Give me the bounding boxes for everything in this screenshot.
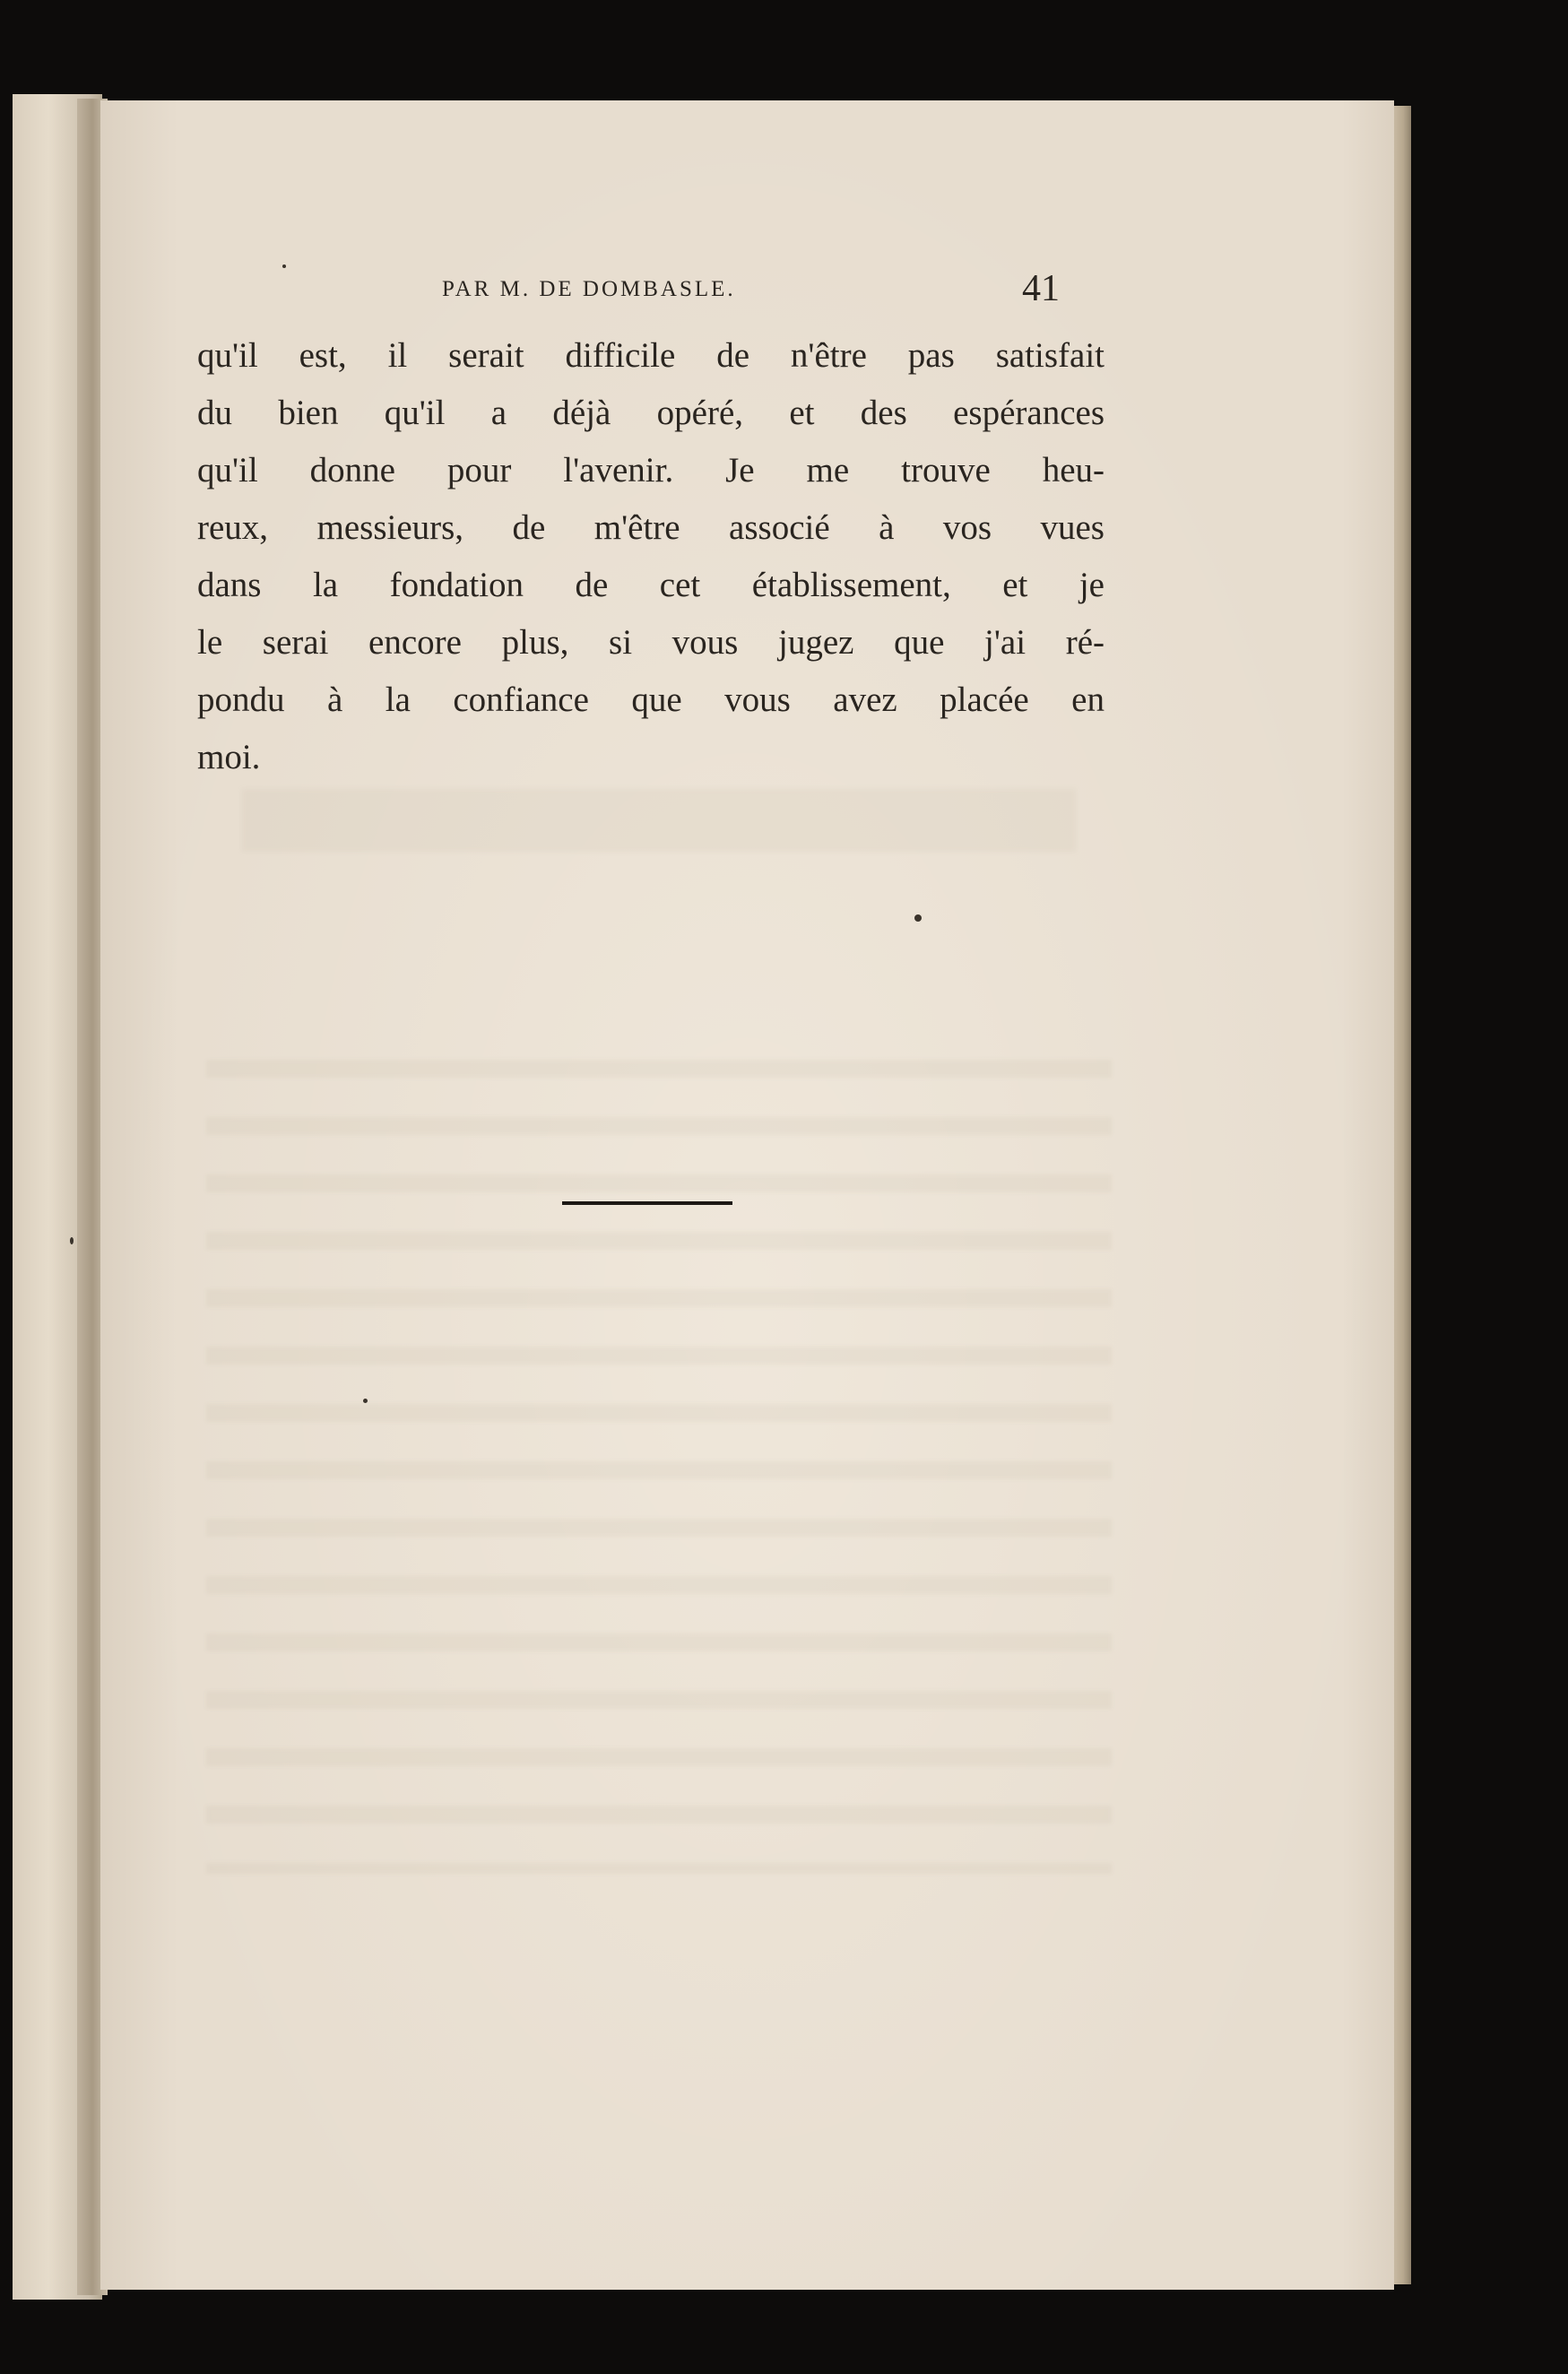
text-line: dans la fondation de cet établissement, et je <box>197 566 1105 604</box>
page-number: 41 <box>1022 268 1060 309</box>
text-line: le serai encore plus, si vous jugez que j'ai ré- <box>197 623 1105 662</box>
text-line: du bien qu'il a déjà opéré, et des espérances <box>197 394 1105 432</box>
text-line: moi. <box>197 738 261 776</box>
paper-speck <box>282 264 286 268</box>
running-head: PAR M. DE DOMBASLE. <box>442 277 736 301</box>
page-fore-edge <box>1391 106 1411 2284</box>
closing-rule <box>562 1201 732 1205</box>
paper-speck <box>70 1237 74 1244</box>
paper-speck <box>363 1399 368 1403</box>
text-line: reux, messieurs, de m'être associé à vos vues <box>197 508 1105 547</box>
show-through <box>206 1031 1112 1874</box>
text-line: qu'il donne pour l'avenir. Je me trouve heu- <box>197 451 1105 490</box>
text-line: pondu à la confiance que vous avez placée en <box>197 680 1105 719</box>
body-text <box>197 327 1105 786</box>
text-line: qu'il est, il serait difficile de n'être pas satisfait <box>197 336 1105 375</box>
paper-speck <box>914 914 922 922</box>
show-through <box>242 789 1076 852</box>
